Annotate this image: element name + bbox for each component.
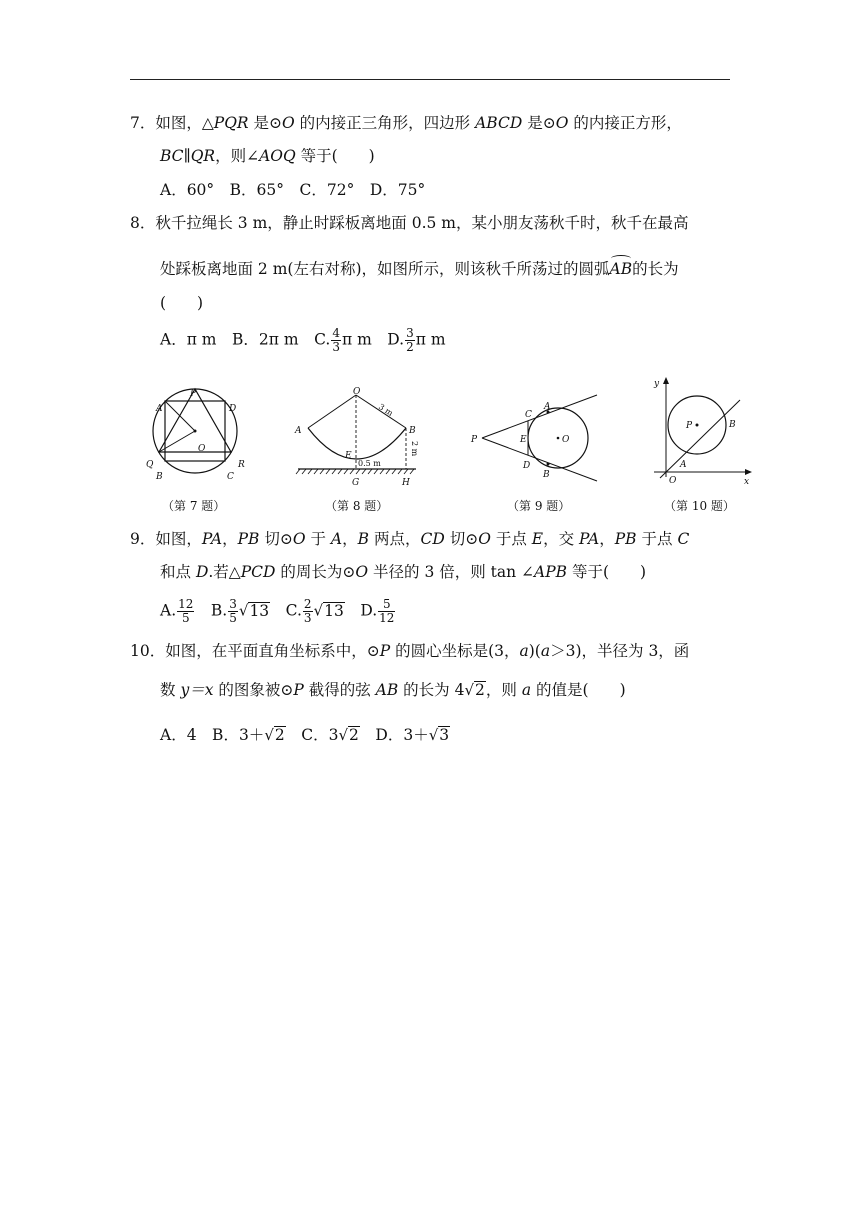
f9-D: D (523, 461, 531, 471)
figure-7 (140, 385, 260, 485)
caption-9: （第 9 题） (507, 499, 571, 513)
f8-H: H (402, 478, 410, 488)
q8-options: A．π m B．2π m C. $\frac{4}{3}$ π m D. $\frac{3}{2}$ π m (160, 326, 446, 354)
f10-x: x (744, 477, 750, 487)
f8-B: B (409, 426, 416, 436)
f7-P: P (190, 389, 197, 399)
figure-9 (465, 385, 605, 490)
q9-line2: 和点 D.若△PCD 的周长为⊙O 半径的 3 倍，则 tan ∠APB 等于( ) (160, 563, 647, 581)
f7-B: B (156, 472, 163, 482)
caption-8: （第 8 题） (325, 499, 389, 513)
f8-A: A (295, 426, 302, 436)
q7-options: A．60° B．65° C．72° D．75° (160, 181, 426, 199)
caption-7: （第 7 题） (162, 499, 226, 513)
f9-P: P (471, 435, 478, 445)
f10-O: O (669, 476, 677, 486)
f9-C: C (525, 410, 532, 420)
f8-len: 3 m (376, 402, 395, 418)
f10-y: y (654, 379, 660, 389)
f8-h: 2 m (410, 441, 419, 457)
f10-P: P (686, 421, 693, 431)
f9-A: A (544, 402, 551, 412)
q7-line1: 7．如图，△PQR 是⊙O 的内接正三角形，四边形 ABCD 是⊙O 的内接正方形， (130, 114, 682, 132)
f8-G: G (352, 478, 360, 488)
f8-d: 0.5 m (358, 459, 381, 468)
top-rule (130, 79, 730, 80)
q10-line2: 数 y＝x 的图象被⊙P 截得的弦 AB 的长为 4√2，则 a 的值是( ) (160, 681, 626, 699)
f7-D: D (229, 404, 237, 414)
f7-R: R (238, 460, 245, 470)
q8-line2: 处踩板离地面 2 m(左右对称)，如图所示，则该秋千所荡过的圆弧AB的长为 (160, 260, 679, 278)
f7-C: C (227, 472, 234, 482)
f7-A: A (156, 404, 163, 414)
f7-Q: Q (146, 460, 154, 470)
q9-options: A. $\frac{12}{5}$ B. $\frac{3}{5}$ √13 C. $\frac{2}{3}$ √13 D. $\frac{5}{12}$ (160, 597, 395, 625)
f10-A: A (680, 460, 687, 470)
f9-B: B (543, 470, 550, 480)
q8-line3: ( ) (160, 294, 204, 312)
f9-E: E (520, 435, 527, 445)
q9-line1: 9．如图，PA，PB 切⊙O 于 A，B 两点，CD 切⊙O 于点 E，交 PA，PB 于点 C (130, 530, 690, 548)
f8-O: O (353, 387, 361, 397)
f9-O: O (562, 435, 570, 445)
f7-O: O (198, 444, 206, 454)
f10-B: B (729, 420, 736, 430)
caption-10: （第 10 题） (664, 499, 735, 513)
q10-options: A．4 B．3＋√2 C．3√2 D．3＋√3 (160, 726, 450, 744)
q10-line1: 10．如图，在平面直角坐标系中，⊙P 的圆心坐标是(3，a)(a＞3)，半径为 3，函 (130, 642, 690, 660)
figure-8 (288, 385, 428, 490)
q7-line2: BC∥QR，则∠AOQ 等于( ) (160, 147, 375, 165)
figure-10 (640, 375, 755, 490)
q8-line1: 8．秋千拉绳长 3 m，静止时踩板离地面 0.5 m，某小朋友荡秋千时，秋千在最高 (130, 214, 689, 232)
f8-E: E (345, 451, 352, 461)
